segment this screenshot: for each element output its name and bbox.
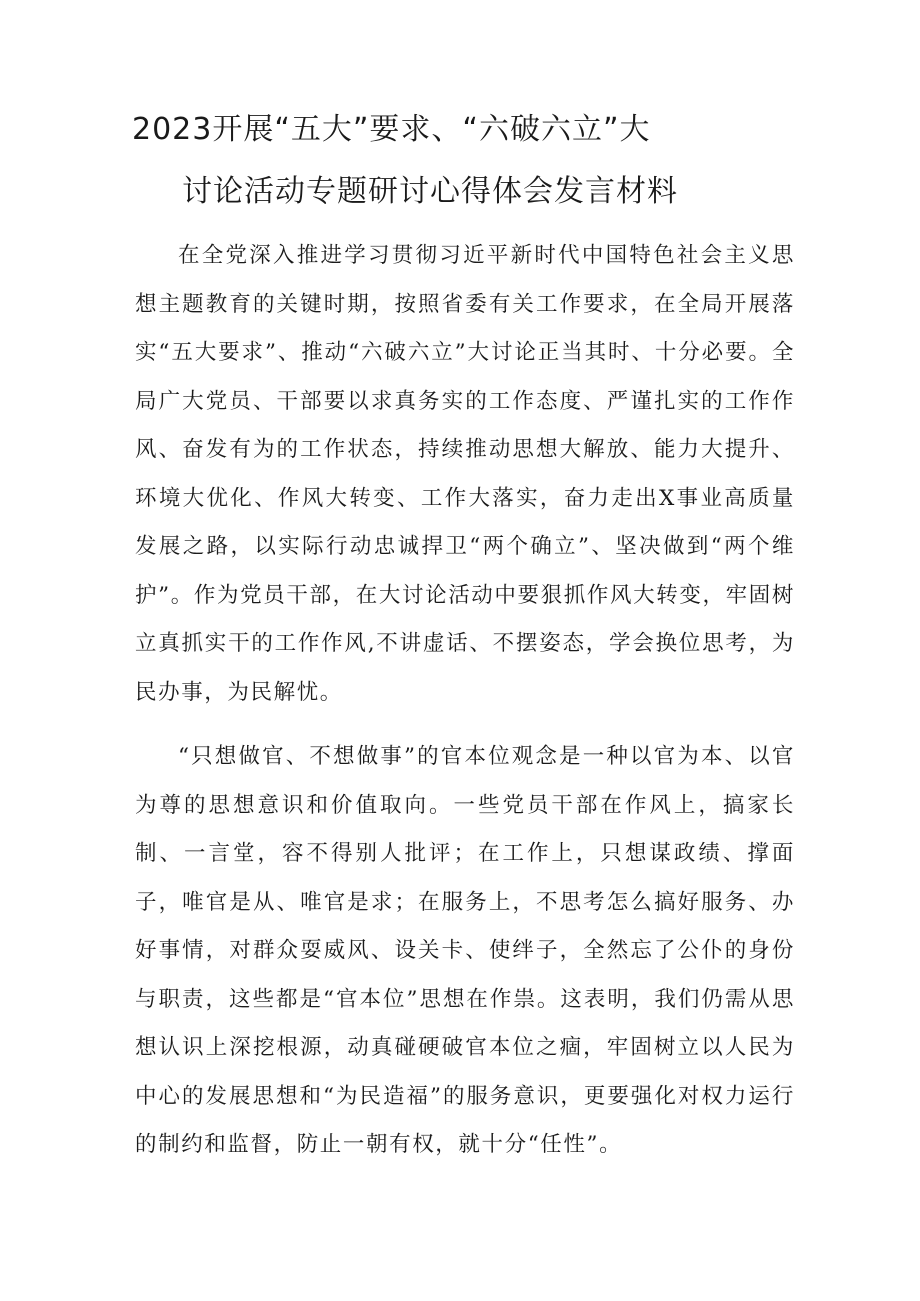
document-title-line-2: 讨论活动专题研讨心得体会发言材料 <box>182 174 678 209</box>
body-paragraph-2: “只想做官、不想做事”的官本位观念是一种以官为本、以官为尊的思想意识和价值取向。一些党员干部在作风上，搞家长制、一言堂，容不得别人批评；在工作上，只想谋政绩、撑面子，唯官是从、唯官是求；在服务上，不思考怎么搞好服务、办好事情，对群众耍威风、设关卡、使绊子，全然忘了公仆的身份与职责，这些都是“官本位”思想在作祟。这表明，我们仍需从思想认识上深挖根源，动真碰硬破官本位之痼，牢固树立以人民为中心的发展思想和“为民造福”的服务意识，更要强化对权力运行的制约和监督，防止一朝有权，就十分“任性”。 <box>135 744 795 1157</box>
body-paragraph-1: 在全党深入推进学习贯彻习近平新时代中国特色社会主义思想主题教育的关键时期，按照省委有关工作要求，在全局开展落实“五大要求”、推动“六破六立”大讨论正当其时、十分必要。全局广大党员、干部要以求真务实的工作态度、严谨扎实的工作作风、奋发有为的工作状态，持续推动思想大解放、能力大提升、环境大优化、作风大转变、工作大落实，奋力走出X事业高质量发展之路，以实际行动忠诚捍卫“两个确立”、坚决做到“两个维护”。作为党员干部，在大讨论活动中要狠抓作风大转变，牢固树立真抓实干的工作作风,不讲虚话、不摆姿态，学会换位思考，为民办事，为民解忧。 <box>135 243 795 705</box>
document-title-line-1: 2023开展“五大”要求、“六破六立”大 <box>132 112 651 147</box>
